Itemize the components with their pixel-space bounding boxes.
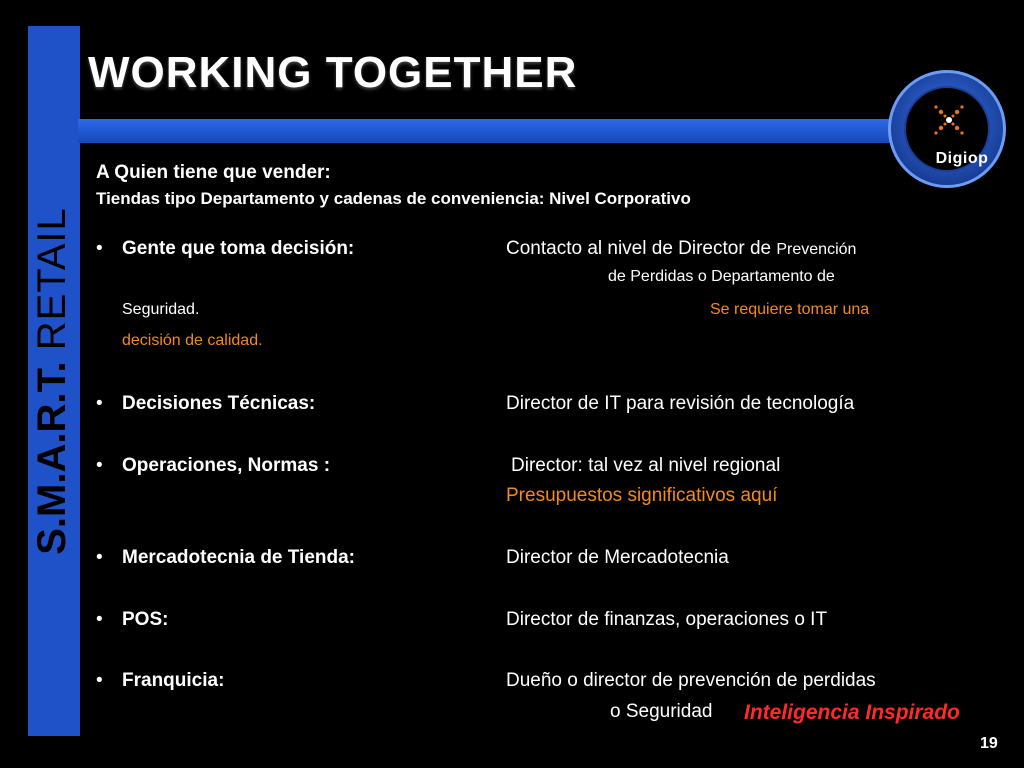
item-note: Presupuestos significativos aquí [506, 485, 778, 506]
section-heading: A Quien tiene que vender: [96, 162, 331, 183]
item-desc: Dueño o director de prevención de perdidas [506, 670, 876, 691]
item-desc-line2: de Perdidas o Departamento de [608, 268, 835, 285]
logo-mark-icon [933, 102, 965, 138]
bullet: • [96, 393, 103, 414]
item-label: Franquicia: [122, 670, 225, 691]
item-desc: Director: tal vez al nivel regional [511, 455, 781, 476]
bullet: • [96, 670, 103, 691]
footer-tagline: Inteligencia Inspirado [744, 701, 960, 724]
side-label [26, 26, 78, 736]
item-label: Gente que toma decisión: [122, 238, 355, 259]
item-note-line1: Se requiere tomar una [710, 301, 870, 318]
bullet: • [96, 238, 103, 259]
slide-title: WORKING TOGETHER [88, 48, 578, 97]
item-label: Mercadotecnia de Tienda: [122, 547, 355, 568]
logo-wordmark: Digiop [935, 150, 989, 167]
item-desc-line3: Seguridad. [122, 301, 200, 318]
item-desc-line2: o Seguridad [610, 701, 713, 722]
bullet: • [96, 455, 103, 476]
item-label: POS: [122, 609, 169, 630]
item-desc: Director de Mercadotecnia [506, 547, 729, 568]
bullet: • [96, 547, 103, 568]
section-subheading: Tiendas tipo Departamento y cadenas de conveniencia: Nivel Corporativo [96, 189, 691, 208]
item-desc [506, 238, 856, 260]
bullet: • [96, 609, 103, 630]
title-underline-bar [78, 119, 948, 143]
item-desc: Director de IT para revisión de tecnología [506, 393, 855, 414]
side-label-bold: S.M.A.R.T. [30, 361, 75, 555]
item-desc: Director de finanzas, operaciones o IT [506, 609, 828, 630]
item-label: Decisiones Técnicas: [122, 393, 316, 414]
item-label: Operaciones, Normas : [122, 455, 331, 476]
item-desc-small: Prevención [776, 241, 857, 258]
page-number: 19 [980, 735, 998, 752]
side-label-light: RETAIL [30, 207, 75, 351]
item-note-line2: decisión de calidad. [122, 332, 263, 349]
item-desc-text: Contacto al nivel de Director de [506, 238, 772, 259]
